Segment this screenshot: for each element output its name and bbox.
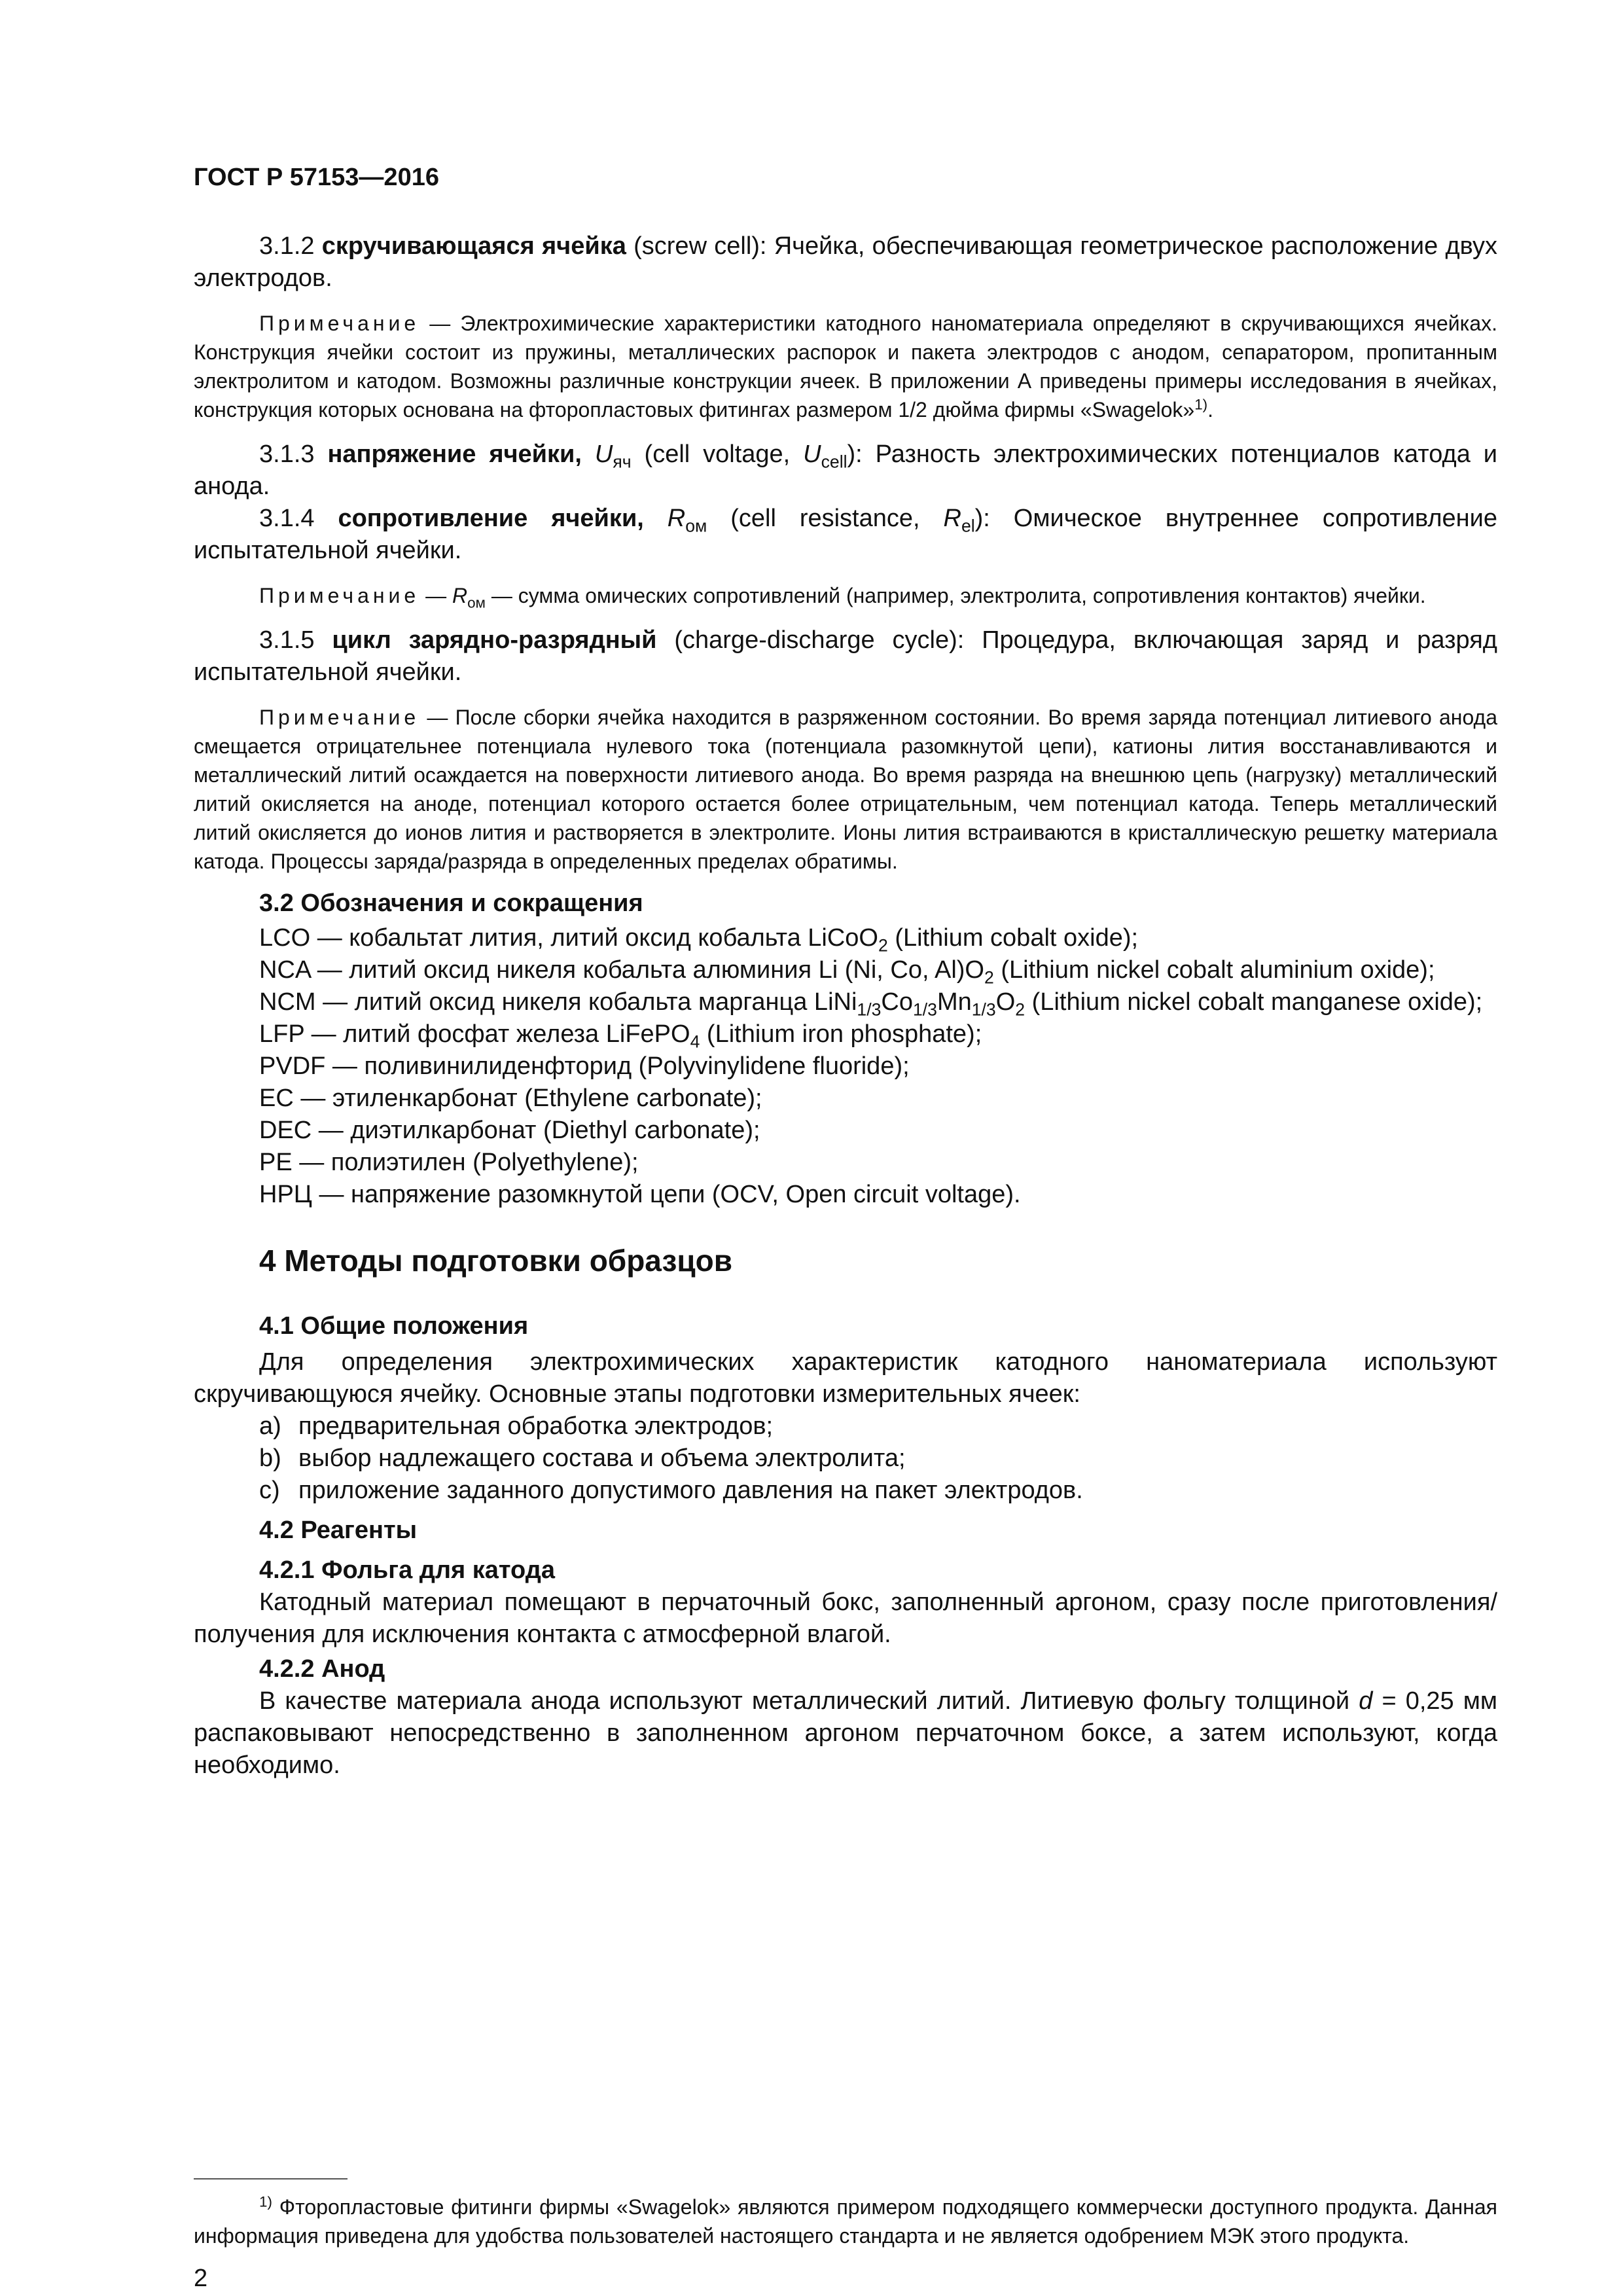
note-label: Примечание (259, 706, 420, 729)
definition: ): Разность электрохимических потенциалов катода и анода. (194, 440, 1497, 500)
symbol-sub: cell (821, 452, 847, 472)
list-item-a (194, 1410, 1497, 1443)
abbr-text: (Lithium cobalt oxide); (887, 924, 1139, 952)
abbr-sub: 2 (984, 967, 994, 988)
page-number: 2 (194, 2265, 208, 2292)
section-4-title: 4 Методы подготовки образцов (259, 1244, 732, 1278)
abbr-sub: 1/3 (971, 999, 996, 1020)
list-label: c) (259, 1477, 280, 1504)
note-end: . (1207, 398, 1213, 422)
abbr-ec: EC — этиленкарбонат (Ethylene carbonate); (259, 1085, 762, 1112)
section-4-2-2-title: 4.2.2 Анод (259, 1655, 385, 1683)
term: сопротивление ячейки, (338, 505, 644, 532)
abbr-pvdf: PVDF — поливинилиденфторид (Polyvinylidene fluoride); (259, 1052, 910, 1080)
abbr-pe: PE — полиэтилен (Polyethylene); (259, 1149, 639, 1176)
clause-3-1-5 (194, 624, 1497, 689)
definition: (charge-discharge cycle): Процедура, включающая заряд и разряд испытательной ячейки. (194, 626, 1497, 686)
clause-3-1-4 (194, 503, 1497, 567)
section-4-1-text: Для определения электрохимических характеристик катодного наноматериала используют скручивающуюся ячейку. Основные этапы подготовки измерительных ячеек: (194, 1348, 1497, 1408)
symbol: R (452, 584, 468, 607)
abbr-text: NCM — литий оксид никеля кобальта марганца LiNi (259, 988, 857, 1016)
note-dash: — (425, 584, 447, 607)
abbr-sub: 4 (690, 1031, 700, 1052)
symbol: R (943, 505, 961, 532)
note-1 (194, 309, 1497, 424)
clause-number: 3.1.5 (259, 626, 315, 654)
abbr-lco (194, 922, 1497, 954)
definition: ): Омическое внутреннее сопротивление испытательной ячейки. (194, 505, 1498, 564)
paragraph-text: В качестве материала анода используют металлический литий. Литиевую фольгу толщиной (259, 1687, 1350, 1715)
abbr-text: (Lithium nickel cobalt manganese oxide); (1025, 988, 1483, 1016)
footnote-text: Фторопластовые фитинги фирмы «Swagelok» являются примером подходящего коммерчески доступного продукта. Данная информация приведена для удобства пользователей настоящего стандарта и не является одобрением МЭК этого продукта. (194, 2195, 1498, 2248)
abbr-dec: DEC — диэтилкарбонат (Diethyl carbonate); (259, 1117, 760, 1144)
list-text: приложение заданного допустимого давления на пакет электродов. (298, 1477, 1083, 1504)
definition: (screw cell): Ячейка, обеспечивающая геометрическое расположение двух электродов. (194, 232, 1497, 292)
list-label: a) (259, 1412, 281, 1440)
document-page (194, 0, 1497, 2296)
abbr-nca (194, 954, 1497, 986)
section-4-2-1-title: 4.2.1 Фольга для катода (259, 1556, 556, 1584)
abbr-sub: 1/3 (912, 999, 937, 1020)
footnote-mark: 1) (259, 2193, 272, 2210)
footnote-divider (194, 2178, 348, 2179)
abbr-text: Co (881, 988, 913, 1016)
abbr-text: (Lithium iron phosphate); (700, 1020, 982, 1048)
list-label: b) (259, 1444, 281, 1472)
footnote-ref: 1) (1194, 396, 1208, 413)
term: напряжение ячейки, (327, 440, 582, 468)
note-label: Примечание (259, 312, 420, 335)
definition: (cell resistance, (730, 505, 920, 532)
abbr-sub: 1/3 (857, 999, 882, 1020)
abbr-sub: 2 (878, 935, 888, 956)
list-item-b (194, 1443, 1497, 1475)
symbol-sub: ом (685, 516, 707, 536)
document-header: ГОСТ Р 57153—2016 (194, 164, 439, 191)
abbr-text: LCO — кобальтат лития, литий оксид кобальта LiCoO (259, 924, 878, 952)
abbr-ncm (194, 986, 1497, 1018)
clause-3-1-3 (194, 439, 1497, 503)
section-4-2-1-text: Катодный материал помещают в перчаточный бокс, заполненный аргоном, сразу после приготовления/получения для исключения контакта с атмосферной влагой. (194, 1588, 1497, 1648)
symbol-sub: яч (613, 452, 632, 472)
list-item-c (194, 1475, 1497, 1507)
term: цикл зарядно-разрядный (332, 626, 657, 654)
symbol-sub: el (961, 516, 975, 536)
note-text: — сумма омических сопротивлений (например, электролита, сопротивления контактов) ячейки. (491, 584, 1426, 607)
clause-number: 3.1.4 (259, 505, 315, 532)
section-3-2-title: 3.2 Обозначения и сокращения (259, 889, 643, 917)
list-text: предварительная обработка электродов; (298, 1412, 774, 1440)
term: скручивающаяся ячейка (321, 232, 626, 260)
list-text: выбор надлежащего состава и объема электролита; (298, 1444, 906, 1472)
abbr-sub: 2 (1015, 999, 1026, 1020)
document-body (194, 230, 1497, 1782)
section-4-2-title: 4.2 Реагенты (259, 1516, 418, 1544)
section-4-2-2-text (194, 1685, 1497, 1782)
abbr-text: (Lithium nickel cobalt aluminium oxide); (993, 956, 1435, 984)
note-label: Примечание (259, 584, 420, 607)
abbr-lfp (194, 1018, 1497, 1050)
footnote (194, 2193, 1497, 2250)
abbr-text: Mn (936, 988, 972, 1016)
abbr-nrc: НРЦ — напряжение разомкнутой цепи (OCV, Open circuit voltage). (259, 1181, 1021, 1208)
note-3 (194, 703, 1497, 876)
clause-3-1-2 (194, 230, 1497, 295)
clause-number: 3.1.2 (259, 232, 315, 260)
symbol: U (594, 440, 613, 468)
symbol: U (803, 440, 821, 468)
symbol: R (667, 505, 686, 532)
section-4-1-title: 4.1 Общие положения (259, 1312, 529, 1340)
clause-number: 3.1.3 (259, 440, 315, 468)
note-text: — Электрохимические характеристики катодного наноматериала определяют в скручивающихся ячейках. Конструкция ячейки состоит из пружины, металлических распорок и пакета электродов с анодом, сепаратором, пропитанным электролитом и катодом. Возможны различные конструкции ячеек. В приложении А приведены примеры исследования в ячейках, конструкция которых основана на фторопластовых фитингах размером 1/2 дюйма фирмы «Swagelok» (194, 312, 1498, 422)
abbr-text: NCA — литий оксид никеля кобальта алюминия Li (Ni, Co, Al)O (259, 956, 984, 984)
abbr-text: O (995, 988, 1016, 1016)
abbr-text: LFP — литий фосфат железа LiFePO (259, 1020, 690, 1048)
symbol-sub: ом (467, 594, 486, 611)
note-text: — После сборки ячейка находится в разряженном состоянии. Во время заряда потенциал литиевого анода смещается отрицательнее потенциала нулевого тока (потенциала разомкнутой цепи), катионы лития восстанавливаются и металлический литий осаждается на поверхности литиевого анода. Во время разряда на внешнюю цепь (нагрузку) металлический литий окисляется на аноде, потенциал которого остается более отрицательным, чем потенциал катода. Теперь металлический литий окисляется до ионов лития и растворяется в электролите. Ионы лития встраиваются в кристаллическую решетку материала катода. Процессы заряда/разряда в определенных пределах обратимы. (194, 706, 1498, 873)
symbol: d (1359, 1687, 1373, 1715)
note-2 (194, 581, 1497, 610)
definition: (cell voltage, (644, 440, 791, 468)
paragraph-text: = 0,25 мм распаковывают непосредственно в заполненном аргоном перчаточном боксе, а затем используют, когда необходимо. (194, 1687, 1497, 1779)
